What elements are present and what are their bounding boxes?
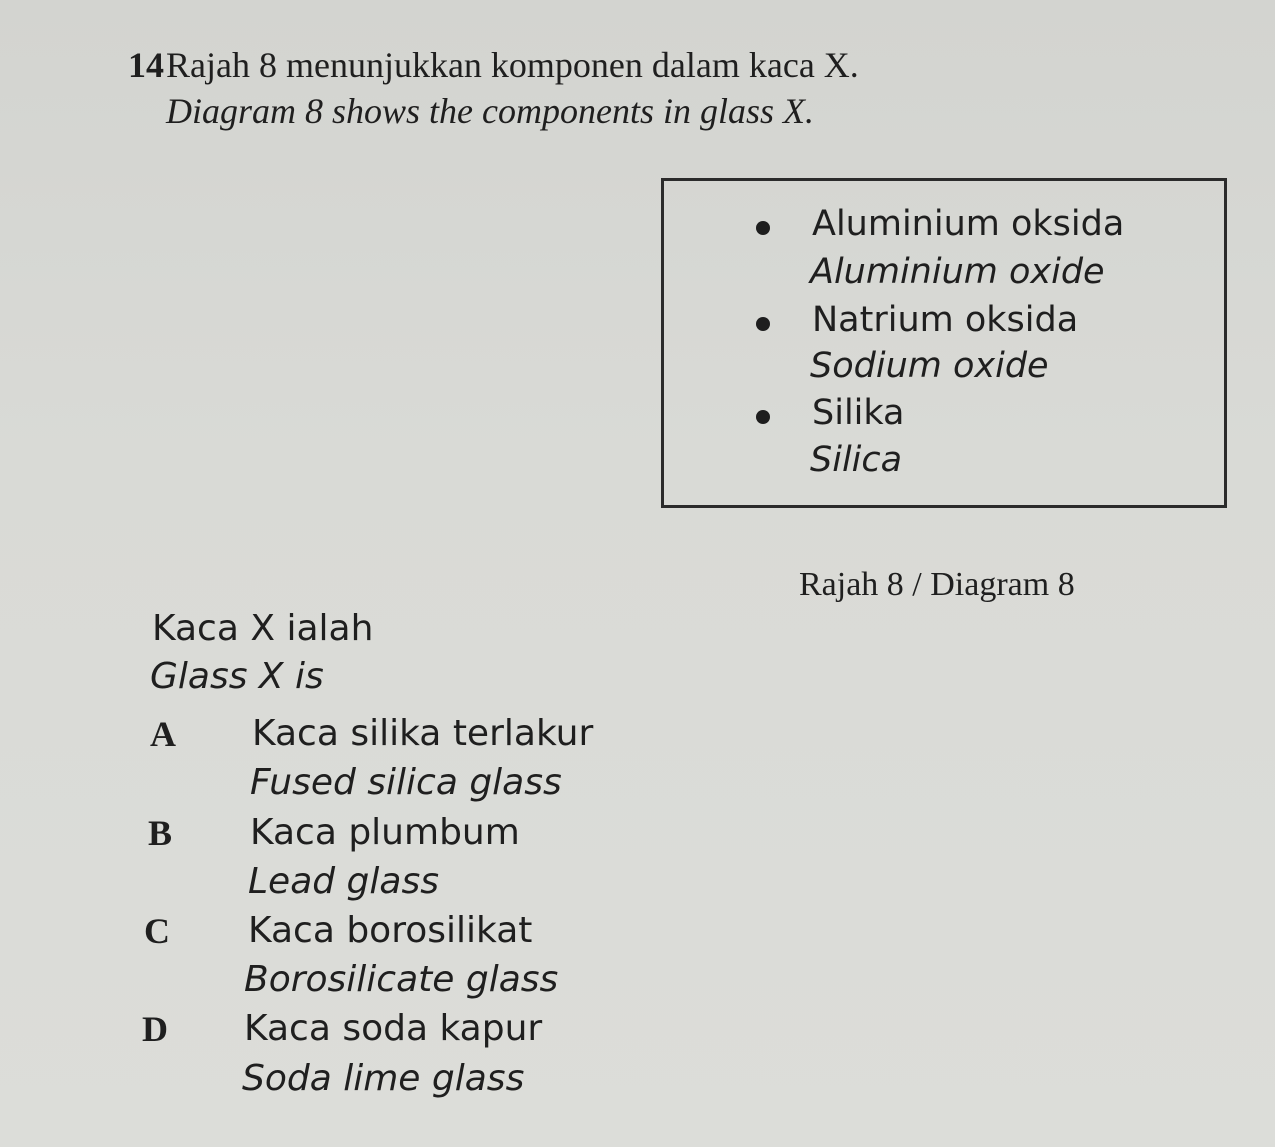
option-b-letter[interactable]: B — [148, 813, 173, 853]
question-number: 14 — [128, 45, 164, 85]
question-stem-malay: Rajah 8 menunjukkan komponen dalam kaca X. — [166, 45, 859, 85]
bullet-icon — [756, 221, 770, 235]
question-stem-english: Diagram 8 shows the components in glass X. — [166, 91, 814, 131]
lead-in-malay: Kaca X ialah — [152, 608, 374, 649]
option-b-english[interactable]: Lead glass — [248, 861, 439, 902]
option-a-letter[interactable]: A — [150, 714, 176, 754]
option-a-english[interactable]: Fused silica glass — [250, 762, 562, 803]
option-d-malay[interactable]: Kaca soda kapur — [244, 1008, 543, 1049]
option-b-malay[interactable]: Kaca plumbum — [250, 812, 520, 853]
component-english: Silica — [810, 440, 903, 480]
lead-in-english: Glass X is — [150, 656, 324, 697]
bullet-icon — [756, 317, 770, 331]
component-malay: Silika — [812, 393, 905, 433]
component-english: Sodium oxide — [810, 346, 1049, 386]
component-malay: Natrium oksida — [812, 300, 1079, 340]
option-c-malay[interactable]: Kaca borosilikat — [248, 910, 533, 951]
option-a-malay[interactable]: Kaca silika terlakur — [252, 713, 594, 754]
option-c-english[interactable]: Borosilicate glass — [244, 959, 559, 1000]
option-d-letter[interactable]: D — [142, 1009, 168, 1049]
component-malay: Aluminium oksida — [812, 204, 1125, 244]
option-c-letter[interactable]: C — [144, 911, 170, 951]
component-english: Aluminium oxide — [810, 252, 1105, 292]
option-d-english[interactable]: Soda lime glass — [242, 1058, 525, 1099]
diagram-caption: Rajah 8 / Diagram 8 — [799, 566, 1075, 603]
bullet-icon — [756, 410, 770, 424]
